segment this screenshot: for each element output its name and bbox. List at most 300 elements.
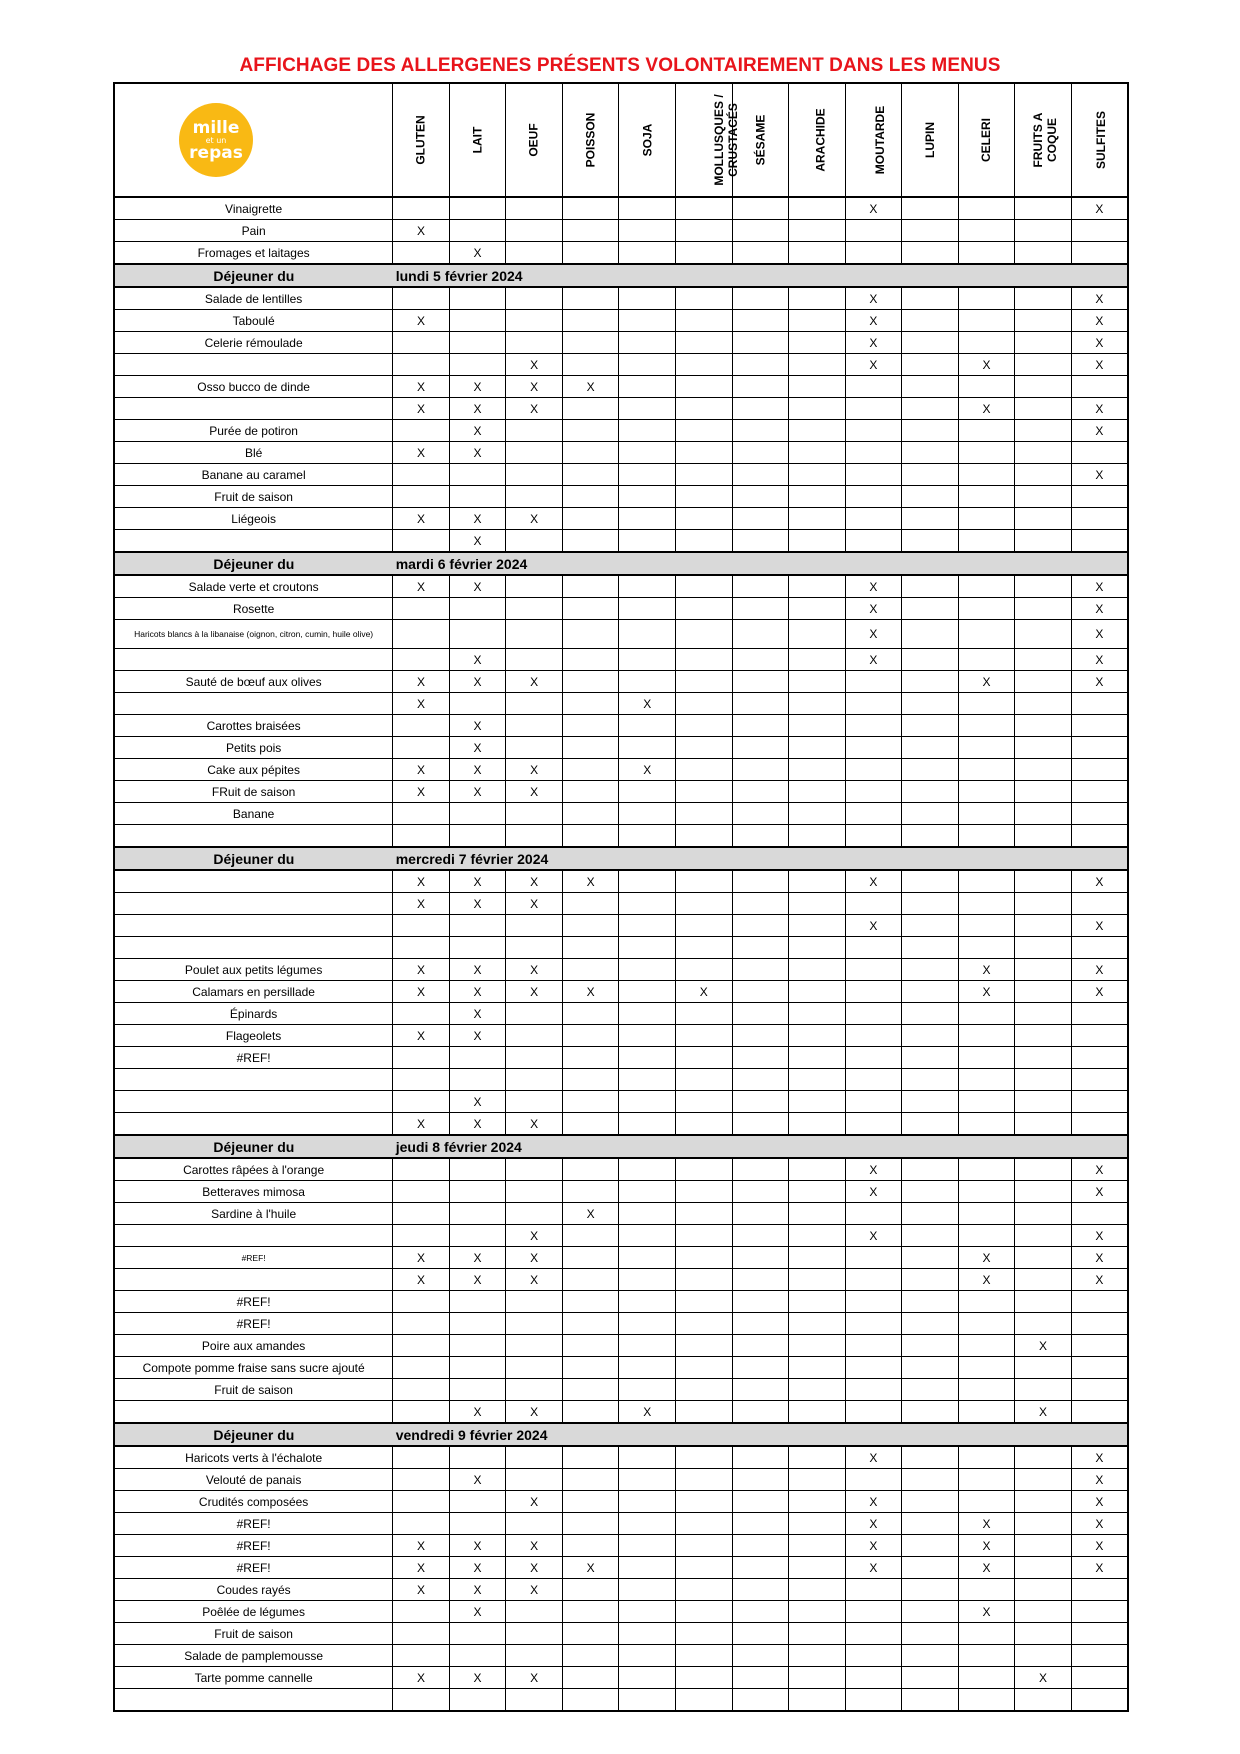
dish-name: Rosette (114, 598, 393, 620)
allergen-cell (845, 671, 902, 693)
allergen-cell (619, 598, 676, 620)
allergen-cell (449, 464, 506, 486)
allergen-cell (902, 1491, 959, 1513)
allergen-cell (789, 1225, 846, 1247)
allergen-cell: X (1071, 981, 1128, 1003)
allergen-cell (732, 442, 789, 464)
allergen-cell (619, 870, 676, 893)
allergen-cell (789, 332, 846, 354)
allergen-cell (675, 1557, 732, 1579)
allergen-cell (675, 870, 732, 893)
table-row (114, 1645, 1128, 1667)
allergen-cell (789, 870, 846, 893)
allergen-cell (732, 1667, 789, 1689)
allergen-cell: X (1071, 197, 1128, 220)
dish-name: Salade de lentilles (114, 287, 393, 310)
allergen-cell (732, 1069, 789, 1091)
allergen-cell (732, 1291, 789, 1313)
dish-name: Banane au caramel (114, 464, 393, 486)
allergen-cell (732, 1313, 789, 1335)
allergen-cell (675, 893, 732, 915)
allergen-cell (1071, 1645, 1128, 1667)
dish-name: Poulet aux petits légumes (114, 959, 393, 981)
allergen-cell (789, 959, 846, 981)
allergen-cell (449, 1181, 506, 1203)
allergen-cell (1071, 1689, 1128, 1712)
allergen-cell (562, 715, 619, 737)
allergen-cell (675, 1313, 732, 1335)
allergen-cell (562, 1601, 619, 1623)
allergen-cell: X (1071, 398, 1128, 420)
allergen-cell (1015, 1247, 1072, 1269)
allergen-cell: X (506, 1667, 563, 1689)
table-row (114, 1003, 1128, 1025)
allergen-cell (732, 1491, 789, 1513)
allergen-cell (675, 1181, 732, 1203)
allergen-cell (845, 1401, 902, 1424)
allergen-cell (1071, 803, 1128, 825)
allergen-cell (562, 649, 619, 671)
allergen-cell: X (1071, 870, 1128, 893)
allergen-cell (1015, 310, 1072, 332)
allergen-cell (619, 915, 676, 937)
allergen-cell (732, 870, 789, 893)
allergen-cell (902, 1689, 959, 1712)
allergen-cell (732, 332, 789, 354)
table-row (114, 1313, 1128, 1335)
allergen-cell: X (506, 759, 563, 781)
allergen-cell (562, 1645, 619, 1667)
allergen-cell (449, 598, 506, 620)
allergen-cell (675, 825, 732, 848)
allergen-cell (1015, 915, 1072, 937)
allergen-cell (506, 310, 563, 332)
allergen-cell (732, 1003, 789, 1025)
allergen-cell (619, 332, 676, 354)
dish-name (114, 870, 393, 893)
allergen-cell (902, 1313, 959, 1335)
allergen-cell (902, 287, 959, 310)
table-row (114, 1469, 1128, 1491)
allergen-cell: X (506, 1225, 563, 1247)
allergen-cell (732, 1247, 789, 1269)
allergen-cell (619, 893, 676, 915)
allergen-cell: X (449, 1469, 506, 1491)
allergen-cell: X (449, 781, 506, 803)
allergen-cell (1015, 937, 1072, 959)
allergen-cell (619, 220, 676, 242)
table-row (114, 376, 1128, 398)
allergen-cell (619, 398, 676, 420)
allergen-cell (393, 530, 450, 553)
allergen-cell (1015, 1025, 1072, 1047)
allergen-cell (958, 242, 1015, 265)
allergen-cell (958, 893, 1015, 915)
allergen-cell: X (393, 575, 450, 598)
day-date: vendredi 9 février 2024 (393, 1423, 1128, 1446)
allergen-cell (393, 1601, 450, 1623)
allergen-cell (845, 937, 902, 959)
allergen-cell (1015, 1557, 1072, 1579)
allergen-cell (562, 1335, 619, 1357)
allergen-cell (732, 781, 789, 803)
allergen-cell (732, 915, 789, 937)
col-moutarde: MOUTARDE (845, 83, 902, 197)
allergen-cell (619, 803, 676, 825)
allergen-cell (619, 464, 676, 486)
table-row (114, 1491, 1128, 1513)
allergen-cell (958, 420, 1015, 442)
table-body (114, 197, 1128, 1711)
allergen-cell (393, 1491, 450, 1513)
allergen-cell (789, 598, 846, 620)
allergen-cell: X (393, 220, 450, 242)
allergen-cell: X (958, 1513, 1015, 1535)
allergen-cell (958, 287, 1015, 310)
allergen-cell (789, 1645, 846, 1667)
allergen-cell (902, 332, 959, 354)
allergen-cell (675, 649, 732, 671)
allergen-cell: X (393, 1579, 450, 1601)
allergen-cell (789, 197, 846, 220)
allergen-cell (1015, 1269, 1072, 1291)
allergen-cell (845, 1335, 902, 1357)
table-row (114, 398, 1128, 420)
allergen-cell (958, 1689, 1015, 1712)
allergen-cell: X (393, 981, 450, 1003)
allergen-cell (1071, 508, 1128, 530)
allergen-cell (619, 1357, 676, 1379)
allergen-cell (562, 508, 619, 530)
table-row (114, 915, 1128, 937)
allergen-cell (506, 332, 563, 354)
allergen-cell: X (449, 1535, 506, 1557)
allergen-cell (845, 1203, 902, 1225)
allergen-cell (393, 1689, 450, 1712)
allergen-cell (958, 1645, 1015, 1667)
allergen-cell: X (393, 893, 450, 915)
dish-name: #REF! (114, 1513, 393, 1535)
allergen-cell: X (845, 310, 902, 332)
allergen-cell (619, 1623, 676, 1645)
allergen-cell (562, 1225, 619, 1247)
allergen-cell (902, 310, 959, 332)
allergen-cell (732, 575, 789, 598)
table-row (114, 649, 1128, 671)
allergen-cell (958, 575, 1015, 598)
allergen-cell (958, 1491, 1015, 1513)
dish-name: FRuit de saison (114, 781, 393, 803)
allergen-cell: X (449, 671, 506, 693)
allergen-cell (732, 1689, 789, 1712)
allergen-cell (619, 1158, 676, 1181)
allergen-cell (619, 620, 676, 649)
allergen-cell (562, 671, 619, 693)
allergen-cell (902, 803, 959, 825)
allergen-cell (619, 671, 676, 693)
allergen-cell (675, 1601, 732, 1623)
allergen-cell (789, 1113, 846, 1136)
allergen-cell (562, 486, 619, 508)
allergen-cell (902, 959, 959, 981)
allergen-cell (393, 354, 450, 376)
allergen-cell (619, 1513, 676, 1535)
allergen-cell (562, 1291, 619, 1313)
allergen-cell (619, 959, 676, 981)
allergen-cell (845, 1291, 902, 1313)
allergen-cell: X (449, 737, 506, 759)
allergen-cell (393, 1335, 450, 1357)
table-row (114, 1158, 1128, 1181)
allergen-cell (1015, 1469, 1072, 1491)
allergen-cell (619, 420, 676, 442)
allergen-cell (1015, 420, 1072, 442)
allergen-cell (675, 376, 732, 398)
allergen-cell (562, 442, 619, 464)
allergen-cell (1071, 781, 1128, 803)
allergen-cell (1071, 376, 1128, 398)
allergen-cell (845, 1623, 902, 1645)
allergen-cell (958, 1158, 1015, 1181)
dish-name (114, 1401, 393, 1424)
dish-name: Poêlée de légumes (114, 1601, 393, 1623)
dish-name (114, 893, 393, 915)
allergen-cell (675, 1091, 732, 1113)
table-row (114, 937, 1128, 959)
allergen-cell (732, 981, 789, 1003)
allergen-cell (506, 715, 563, 737)
allergen-cell (845, 737, 902, 759)
allergen-cell (789, 486, 846, 508)
allergen-cell (675, 781, 732, 803)
allergen-cell (562, 893, 619, 915)
allergen-cell (562, 530, 619, 553)
allergen-cell: X (1071, 1247, 1128, 1269)
allergen-cell (789, 1025, 846, 1047)
allergen-cell (619, 1601, 676, 1623)
allergen-cell: X (1071, 620, 1128, 649)
allergen-cell (732, 825, 789, 848)
col-oeuf: OEUF (506, 83, 563, 197)
allergen-cell (562, 1513, 619, 1535)
allergen-cell (789, 1513, 846, 1535)
dish-name: Sauté de bœuf aux olives (114, 671, 393, 693)
allergen-cell (789, 1601, 846, 1623)
allergen-cell (1015, 464, 1072, 486)
allergen-cell (1015, 1535, 1072, 1557)
col-soja: SOJA (619, 83, 676, 197)
allergen-cell (393, 1225, 450, 1247)
allergen-cell (789, 825, 846, 848)
allergen-cell (619, 1379, 676, 1401)
allergen-cell (393, 1645, 450, 1667)
allergen-cell (1015, 287, 1072, 310)
allergen-cell (902, 1047, 959, 1069)
allergen-cell (845, 715, 902, 737)
allergen-cell (619, 1069, 676, 1091)
day-date: mercredi 7 février 2024 (393, 847, 1128, 870)
allergen-cell (619, 1335, 676, 1357)
allergen-cell (619, 530, 676, 553)
allergen-cell (449, 486, 506, 508)
allergen-cell: X (449, 242, 506, 265)
allergen-cell: X (393, 1535, 450, 1557)
allergen-cell: X (958, 1535, 1015, 1557)
table-row (114, 1513, 1128, 1535)
allergen-cell (619, 1181, 676, 1203)
allergen-cell (562, 1158, 619, 1181)
allergen-cell (675, 310, 732, 332)
table-row (114, 242, 1128, 265)
allergen-cell (902, 420, 959, 442)
allergen-cell (1071, 715, 1128, 737)
table-row (114, 1025, 1128, 1047)
allergen-cell (789, 937, 846, 959)
allergen-cell (393, 1203, 450, 1225)
allergen-cell (1015, 575, 1072, 598)
allergen-cell (449, 310, 506, 332)
dish-name: #REF! (114, 1557, 393, 1579)
allergen-cell (958, 1379, 1015, 1401)
allergen-cell: X (845, 620, 902, 649)
allergen-cell (393, 1401, 450, 1424)
allergen-cell: X (449, 649, 506, 671)
allergen-cell (619, 1469, 676, 1491)
allergen-cell: X (1071, 1491, 1128, 1513)
allergen-cell (562, 1113, 619, 1136)
allergen-cell (449, 1291, 506, 1313)
allergen-cell (562, 1357, 619, 1379)
allergen-cell (732, 737, 789, 759)
allergen-cell (732, 508, 789, 530)
allergen-cell (845, 376, 902, 398)
allergen-cell (562, 915, 619, 937)
allergen-cell (675, 1269, 732, 1291)
table-row (114, 1291, 1128, 1313)
allergen-cell: X (449, 1025, 506, 1047)
allergen-cell (958, 803, 1015, 825)
allergen-cell (902, 1003, 959, 1025)
allergen-cell (789, 354, 846, 376)
allergen-cell (675, 937, 732, 959)
table-row (114, 1579, 1128, 1601)
allergen-cell (619, 781, 676, 803)
allergen-cell: X (845, 915, 902, 937)
allergen-cell: X (449, 870, 506, 893)
allergen-cell: X (1015, 1667, 1072, 1689)
allergen-cell (1015, 197, 1072, 220)
allergen-cell (732, 1335, 789, 1357)
allergen-cell (958, 464, 1015, 486)
allergen-cell (902, 1469, 959, 1491)
allergen-cell (902, 1291, 959, 1313)
dish-name: Velouté de panais (114, 1469, 393, 1491)
allergen-cell (562, 464, 619, 486)
logo-cell (114, 83, 393, 197)
allergen-cell (958, 1003, 1015, 1025)
table-row (114, 1247, 1128, 1269)
allergen-cell (1015, 1623, 1072, 1645)
allergen-cell (845, 825, 902, 848)
allergen-cell (393, 937, 450, 959)
allergen-cell: X (449, 530, 506, 553)
allergen-cell (902, 1557, 959, 1579)
allergen-cell (958, 598, 1015, 620)
table-row (114, 981, 1128, 1003)
dish-name: Banane (114, 803, 393, 825)
allergen-cell: X (845, 1225, 902, 1247)
allergen-cell (675, 1491, 732, 1513)
allergen-cell (958, 197, 1015, 220)
dish-name: Sardine à l'huile (114, 1203, 393, 1225)
allergen-cell (845, 1047, 902, 1069)
allergen-cell (506, 287, 563, 310)
allergen-cell: X (506, 398, 563, 420)
allergen-cell (1015, 1113, 1072, 1136)
allergen-cell: X (506, 781, 563, 803)
allergen-cell (675, 959, 732, 981)
allergen-cell: X (1071, 575, 1128, 598)
allergen-cell (789, 915, 846, 937)
allergen-cell (562, 287, 619, 310)
allergen-cell (675, 915, 732, 937)
allergen-cell (958, 1225, 1015, 1247)
col-poisson: POISSON (562, 83, 619, 197)
allergen-cell (562, 825, 619, 848)
allergen-cell (958, 1357, 1015, 1379)
allergen-cell: X (958, 1557, 1015, 1579)
allergen-cell: X (562, 870, 619, 893)
allergen-cell (562, 575, 619, 598)
allergen-cell (506, 1335, 563, 1357)
allergen-cell (958, 508, 1015, 530)
dish-name: Crudités composées (114, 1491, 393, 1513)
allergen-cell (1071, 1025, 1128, 1047)
allergen-cell: X (393, 1113, 450, 1136)
allergen-cell (845, 1689, 902, 1712)
allergen-cell: X (958, 1269, 1015, 1291)
allergen-cell: X (1071, 287, 1128, 310)
allergen-cell (958, 693, 1015, 715)
allergen-cell (675, 398, 732, 420)
allergen-cell (732, 486, 789, 508)
allergen-cell: X (449, 575, 506, 598)
day-date: jeudi 8 février 2024 (393, 1135, 1128, 1158)
allergen-cell (506, 530, 563, 553)
allergen-cell (619, 575, 676, 598)
allergen-cell: X (1071, 464, 1128, 486)
allergen-cell: X (845, 1557, 902, 1579)
page-title: AFFICHAGE DES ALLERGENES PRÉSENTS VOLONTAIREMENT DANS LES MENUS (239, 55, 1001, 76)
allergen-cell (393, 1623, 450, 1645)
allergen-cell (675, 486, 732, 508)
allergen-cell (506, 1091, 563, 1113)
allergen-cell (506, 442, 563, 464)
dish-name (114, 915, 393, 937)
allergen-cell (1071, 1623, 1128, 1645)
allergen-cell (732, 693, 789, 715)
day-label: Déjeuner du (114, 1135, 393, 1158)
allergen-cell (1015, 1601, 1072, 1623)
allergen-cell: X (1071, 1158, 1128, 1181)
allergen-cell: X (393, 870, 450, 893)
allergen-cell (619, 1446, 676, 1469)
table-row (114, 893, 1128, 915)
allergen-cell (562, 1667, 619, 1689)
allergen-cell (449, 1623, 506, 1645)
allergen-cell: X (393, 693, 450, 715)
allergen-cell (845, 1469, 902, 1491)
